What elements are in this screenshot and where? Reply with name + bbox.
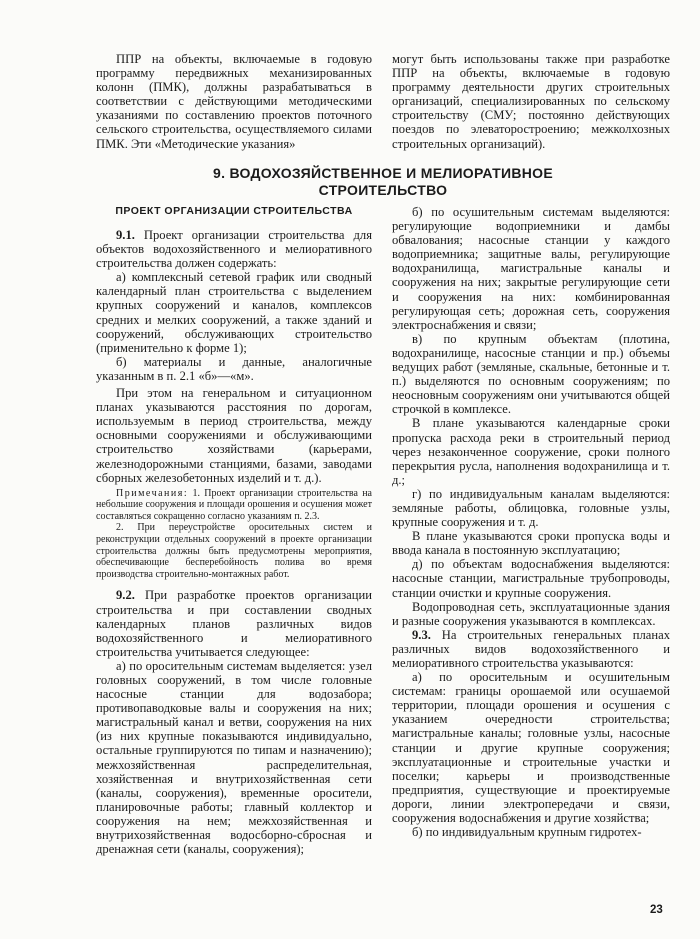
clause-number-9-3: 9.3. (412, 627, 431, 642)
subheading: ПРОЕКТ ОРГАНИЗАЦИИ СТРОИТЕЛЬСТВА (115, 205, 353, 217)
top-right-column (392, 52, 670, 151)
paragraph-vodoprovod: Водопроводная сеть, эксплуатационные здания и разные сооружения указываются в комплексах. (392, 599, 670, 628)
paragraph-9-3 (392, 628, 670, 670)
item-9-2-v: в) по крупным объектам (плотина, водохранилище, насосные станции и пр.) объемы ведущих работ (земляные, скальные, бетонные и т. п.) выделяются по основным сооружениям; по неосновным сооружениям они учитываются общей строчкой в комплексе. (392, 331, 670, 417)
right-column (392, 205, 670, 839)
item-9-2-g: г) по индивидуальным каналам выделяются: земляные работы, облицовка, головные узлы, крупные сооружения и т. д. (392, 486, 670, 530)
item-b: б) материалы и данные, аналогичные указанным в п. 2.1 «б»—«м». (96, 354, 372, 383)
clause-text-9-3: На строительных генеральных планах различных видов водохозяйственного и мелиоративного строительства указываются: (392, 627, 670, 670)
section-title-line-1: 9. ВОДОХОЗЯЙСТВЕННОЕ И МЕЛИОРАТИВНОЕ (213, 165, 553, 181)
item-9-3-b: б) по индивидуальным крупным гидротех- (412, 825, 642, 840)
item-9-2-d: д) по объектам водоснабжения выделяются: насосные станции, магистральные трубопроводы, станции очистки и крупные сооружения. (392, 557, 670, 600)
paragraph-voda: В плане указываются сроки пропуска воды и ввода канала в постоянную эксплуатацию; (392, 529, 670, 558)
item-9-2-b: б) по осушительным системам выделяются: регулирующие водоприемники и дамбы обвалования; насосные станции у каждого водоприемника; защитные валы, регулирующие водохранилища, магистральные каналы и сооружения на них; закрытые регулирующие сети и сооружения на них: комбинированная регулирующая сеть; дорожная сеть, сооружения электроснабжения и связи; (392, 205, 670, 332)
continuation-paragraph-left: ППР на объекты, включаемые в годовую программу передвижных механизированных колонн (ПМК), должны разрабатываться в соответствии с действующими методическими указаниями по составлению проектов поточного сельского строительства, осуществляемого силами ПМК. Эти «Методические указания» (96, 52, 372, 151)
clause-number-9-2: 9.2. (116, 588, 135, 603)
item-a: а) комплексный сетевой график или сводный календарный план строительства с выделением крупных сооружений и каналов, комплексов средних и мелких сооружений, а также зданий и сооружений, обслуживающих строительство (применительно к форме 1); (96, 270, 372, 355)
section-title (96, 165, 670, 199)
note-2: 2. При переустройстве оросительных систем и реконструкции отдельных сооружений в проекте организации строительства должны быть предусмотрены мероприятия, обеспечивающие бесперебойность полива во время производства строительно-монтажных работ. (96, 522, 372, 580)
note-1 (96, 488, 372, 523)
clause-number-9-1: 9.1. (116, 228, 135, 242)
paragraph-sroki: В плане указываются календарные сроки пропуска расхода реки в строительный период через незаконченное сооружение, сроки полного перекрытия русла, наполнения водохранилища и т. д.; (392, 416, 670, 487)
notes-block (96, 488, 372, 581)
paragraph-plan: При этом на генеральном и ситуационном планах указываются расстояния по дорогам, используемым в период строительства, между основными сооружениями и обслуживающими строительство хозяйствами (карьерами, железнодорожными станциями, базами, заводами сборных железобетонных изделий и т. д.). (96, 386, 372, 485)
item-9-3-a: а) по оросительным и осушительным системам: границы орошаемой или осушаемой территории, площади орошения и осушения с указанием очередности строительства; магистральные каналы; головные узлы, насосные станции и другие крупные сооружения; эксплуатационные и строительные участки и поселки; карьеры и производственные предприятия, существующие и проектируемые дороги, линии электропередачи и связи, сооружения водоснабжения и другие хозяйства; (392, 670, 670, 826)
left-column (96, 228, 372, 856)
note-1-text: 1. Проект организации строительства на небольшие сооружения и площади орошения и осушения может составляться сокращенно согласно указаниям п. 2.3. (96, 487, 372, 522)
top-left-column (96, 52, 372, 151)
item-9-2-a: а) по оросительным системам выделяется: узел головных сооружений, в том числе головные насосные станции для водозабора; противопаводковые валы и сооружения на них; магистральный канал и ветви, сооружения на них (из них крупные показываются индивидуально, остальные группируются по типам и назначению); межхозяйственная распределительная, хозяйственная и внутрихозяйственная сети (каналы, сооружения), временные оросители, планировочные работы; главный коллектор и сооружения на нем; межхозяйственная и внутрихозяйственная водосборно-сбросная и дренажная сети (каналы, сооружения); (96, 658, 372, 857)
continuation-paragraph-right: могут быть использованы также при разработке ППР на объекты, включаемые в годовую программу деятельности других строительных организаций, специализированных по сельскому строительству (СМУ; постоянно действующих поездов по элеваторостроению; межколхозных строительных организаций). (392, 52, 670, 151)
paragraph-9-1 (96, 228, 372, 270)
notes-label: Примечания: (116, 487, 189, 499)
clause-text-9-2: При разработке проектов организации строительства и при составлении сводных календарных планов различных видов водохозяйственного и мелиоративного строительства учитывается следующее: (96, 588, 372, 659)
page-number: 23 (650, 904, 663, 916)
section-title-line-2: СТРОИТЕЛЬСТВО (318, 182, 448, 198)
paragraph-9-2 (96, 588, 372, 658)
clause-text-9-1: Проект организации строительства для объектов водохозяйственного и мелиоративного строительства должен содержать: (96, 228, 372, 271)
